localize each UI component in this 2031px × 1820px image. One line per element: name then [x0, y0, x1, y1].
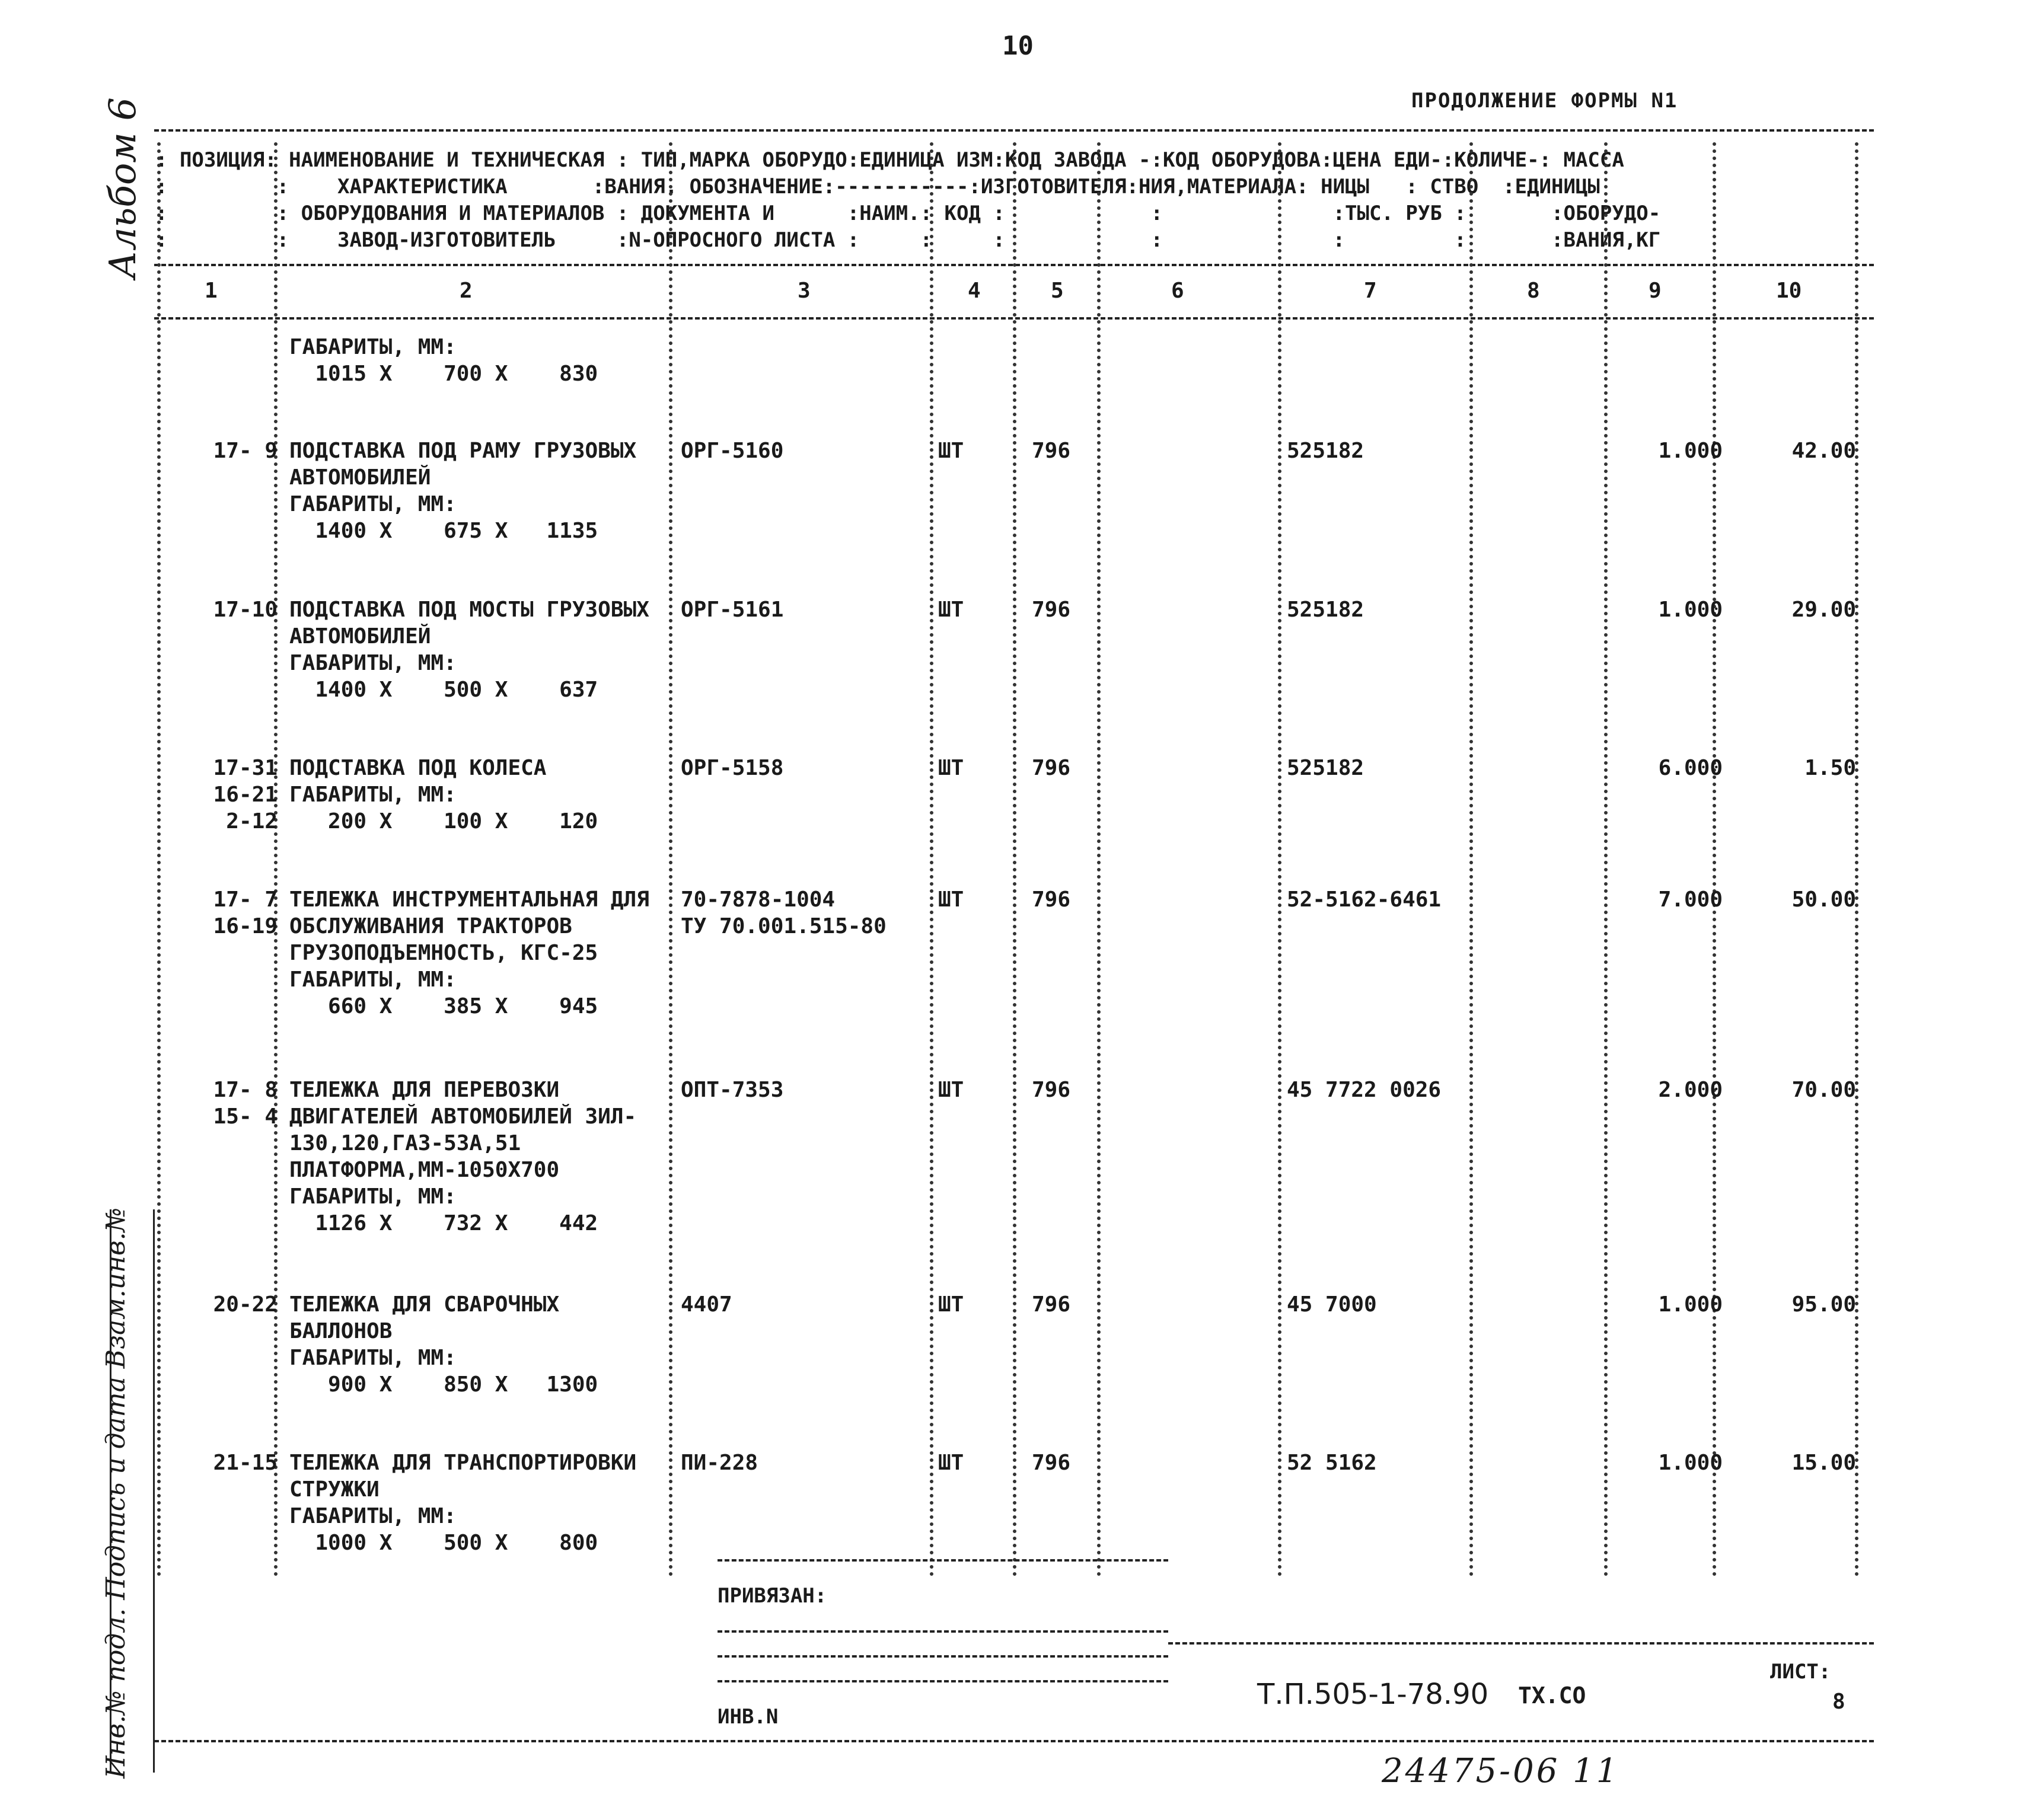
cell-unit: ШТ	[938, 598, 964, 622]
cell-pos: 17- 9	[213, 439, 278, 463]
cell-pos: 17- 7	[213, 887, 278, 912]
col-num-8: 8	[1527, 279, 1540, 303]
cell-name: ГАБАРИТЫ, ММ:	[289, 1184, 457, 1209]
cell-unit: ШТ	[938, 887, 964, 912]
binding-rule	[718, 1559, 1168, 1562]
cell-qty: 1.000	[1658, 1451, 1723, 1475]
column-separator	[1469, 142, 1473, 1577]
table-bottom-rule	[154, 1740, 1874, 1742]
cell-qty: 1.000	[1658, 598, 1723, 622]
cell-qty: 6.000	[1658, 756, 1723, 780]
cell-code: 796	[1032, 598, 1071, 622]
col-num-6: 6	[1171, 279, 1184, 303]
cell-pos: 17-10	[213, 598, 278, 622]
cell-qty: 1.000	[1658, 1292, 1723, 1317]
cell-name: ДВИГАТЕЛЕЙ АВТОМОБИЛЕЙ ЗИЛ-	[289, 1104, 637, 1129]
table-top-rule	[154, 129, 1874, 132]
cell-mass: 1.50	[1804, 756, 1856, 780]
cell-name: ОБСЛУЖИВАНИЯ ТРАКТОРОВ	[289, 914, 572, 938]
cell-code: 796	[1032, 439, 1071, 463]
column-separator	[1278, 142, 1281, 1577]
cell-qty: 1.000	[1658, 439, 1723, 463]
cell-name: АВТОМОБИЛЕЙ	[289, 624, 431, 649]
column-separator	[1713, 142, 1716, 1577]
cell-name: ГРУЗОПОДЪЕМНОСТЬ, КГС-25	[289, 941, 598, 965]
col-num-9: 9	[1649, 279, 1662, 303]
cell-mass: 42.00	[1791, 439, 1856, 463]
binding-rule	[718, 1680, 1168, 1682]
cell-code: 796	[1032, 887, 1071, 912]
cell-name: ГАБАРИТЫ, ММ:	[289, 651, 457, 675]
cell-code: 796	[1032, 1451, 1071, 1475]
cell-doc: ОПТ-7353	[681, 1078, 784, 1102]
column-separator	[1097, 142, 1101, 1577]
binding-rule	[718, 1655, 1168, 1658]
cell-mass: 29.00	[1791, 598, 1856, 622]
cell-code: 796	[1032, 1292, 1071, 1317]
cell-name: ГАБАРИТЫ, ММ:	[289, 968, 457, 992]
cell-name: ТЕЛЕЖКА ИНСТРУМЕНТАЛЬНАЯ ДЛЯ	[289, 887, 649, 912]
cell-name: ТЕЛЕЖКА ДЛЯ ТРАНСПОРТИРОВКИ	[289, 1451, 637, 1475]
column-separator	[157, 142, 161, 1577]
cell-doc: ПИ-228	[681, 1451, 758, 1475]
approval-stamp-label: Инв.№ подл. Подпись и дата Взам.инв.№	[101, 1207, 131, 1779]
cell-name: 660 Х 385 Х 945	[289, 994, 598, 1018]
cell-name: 1000 Х 500 Х 800	[289, 1531, 598, 1555]
cell-name: ПОДСТАВКА ПОД РАМУ ГРУЗОВЫХ	[289, 439, 637, 463]
sheet-number: 8	[1832, 1690, 1845, 1714]
cell-equip-code: 45 7722 0026	[1287, 1078, 1442, 1102]
cell-name: ГАБАРИТЫ, ММ:	[289, 783, 457, 807]
column-separator	[1013, 142, 1016, 1577]
handwritten-number: 24475-06 11	[1382, 1752, 1620, 1790]
cell-name: ГАБАРИТЫ, ММ:	[289, 1504, 457, 1528]
cell-doc: ОРГ-5158	[681, 756, 784, 780]
cell-name: 130,120,ГАЗ-53А,51	[289, 1131, 521, 1155]
cell-equip-code: 525182	[1287, 756, 1364, 780]
cell-code: 796	[1032, 1078, 1071, 1102]
binding-label: ПРИВЯЗАН:	[718, 1584, 827, 1608]
cell-name: 1015 Х 700 Х 830	[289, 362, 598, 386]
cell-name: ГАБАРИТЫ, ММ:	[289, 1346, 457, 1370]
cell-doc: ОРГ-5160	[681, 439, 784, 463]
cell-equip-code: 525182	[1287, 439, 1364, 463]
cell-pos: 20-22	[213, 1292, 278, 1317]
cell-name: АВТОМОБИЛЕЙ	[289, 465, 431, 490]
binding-block	[718, 1559, 1192, 1729]
column-separator	[1604, 142, 1608, 1577]
cell-equip-code: 45 7000	[1287, 1292, 1377, 1317]
binding-rule	[718, 1630, 1168, 1633]
header-line-4: : : ЗАВОД-ИЗГОТОВИТЕЛЬ :N-ОПРОСНОГО ЛИСТА : : : : : : :ВАНИЯ,КГ	[155, 228, 1661, 252]
sheet-label: ЛИСТ:	[1770, 1660, 1831, 1684]
page-number: 10	[1002, 31, 1034, 61]
col-num-1: 1	[205, 279, 218, 303]
cell-unit: ШТ	[938, 439, 964, 463]
cell-name: ТЕЛЕЖКА ДЛЯ ПЕРЕВОЗКИ	[289, 1078, 560, 1102]
cell-unit: ШТ	[938, 1292, 964, 1317]
cell-name: СТРУЖКИ	[289, 1477, 380, 1502]
cell-pos: 16-19	[213, 914, 278, 938]
header-line-1: : ПОЗИЦИЯ: НАИМЕНОВАНИЕ И ТЕХНИЧЕСКАЯ : ТИП,МАРКА ОБОРУДО:ЕДИНИЦА ИЗМ:КОД ЗАВОДА -:КОД ОБОРУДОВА:ЦЕНА ЕДИ-:КОЛИЧЕ-: МАССА	[155, 148, 1624, 172]
col-num-5: 5	[1051, 279, 1064, 303]
cell-pos: 17- 8	[213, 1078, 278, 1102]
cell-pos: 17-31	[213, 756, 278, 780]
cell-name: 900 Х 850 Х 1300	[289, 1372, 598, 1397]
cell-qty: 2.000	[1658, 1078, 1723, 1102]
cell-mass: 15.00	[1791, 1451, 1856, 1475]
col-num-3: 3	[798, 279, 811, 303]
cell-equip-code: 52-5162-6461	[1287, 887, 1442, 912]
document-suffix: ТХ.СО	[1518, 1682, 1586, 1709]
cell-equip-code: 52 5162	[1287, 1451, 1377, 1475]
cell-name: ГАБАРИТЫ, ММ:	[289, 492, 457, 516]
cell-equip-code: 525182	[1287, 598, 1364, 622]
cell-pos: 21-15	[213, 1451, 278, 1475]
cell-name: 1400 Х 500 Х 637	[289, 678, 598, 702]
cell-unit: ШТ	[938, 1451, 964, 1475]
cell-name: 1400 Х 675 Х 1135	[289, 519, 598, 543]
cell-name: 1126 Х 732 Х 442	[289, 1211, 598, 1235]
cell-doc: ТУ 70.001.515-80	[681, 914, 887, 938]
col-num-10: 10	[1776, 279, 1802, 303]
cell-unit: ШТ	[938, 1078, 964, 1102]
column-separator	[274, 142, 278, 1577]
cell-mass: 95.00	[1791, 1292, 1856, 1317]
stamp-top-rule	[1168, 1642, 1874, 1645]
cell-doc: 4407	[681, 1292, 732, 1317]
column-separator	[669, 142, 672, 1577]
header-line-3: : : ОБОРУДОВАНИЯ И МАТЕРИАЛОВ : ДОКУМЕНТА И :НАИМ.: КОД : : :ТЫС. РУБ : :ОБОРУДО-	[155, 202, 1661, 225]
cell-name: ПЛАТФОРМА,ММ-1050Х700	[289, 1158, 560, 1182]
cell-name: ПОДСТАВКА ПОД МОСТЫ ГРУЗОВЫХ	[289, 598, 649, 622]
cell-name: БАЛЛОНОВ	[289, 1319, 393, 1343]
cell-name: 200 Х 100 Х 120	[289, 809, 598, 834]
cell-doc: 70-7878-1004	[681, 887, 836, 912]
continuation-title: ПРОДОЛЖЕНИЕ ФОРМЫ N1	[1411, 89, 1678, 113]
cell-pos: 16-21	[213, 783, 278, 807]
cell-mass: 70.00	[1791, 1078, 1856, 1102]
column-separator	[1855, 142, 1858, 1577]
col-num-2: 2	[460, 279, 473, 303]
col-num-4: 4	[968, 279, 981, 303]
cell-name: ПОДСТАВКА ПОД КОЛЕСА	[289, 756, 547, 780]
col-num-7: 7	[1364, 279, 1377, 303]
cell-doc: ОРГ-5161	[681, 598, 784, 622]
cell-code: 796	[1032, 756, 1071, 780]
cell-pos: 15- 4	[213, 1104, 278, 1129]
cell-mass: 50.00	[1791, 887, 1856, 912]
album-label: Альбом 6	[101, 97, 144, 279]
cell-name: ТЕЛЕЖКА ДЛЯ СВАРОЧНЫХ	[289, 1292, 560, 1317]
document-code: Т.П.505-1-78.90	[1257, 1678, 1489, 1711]
header-line-2: : : ХАРАКТЕРИСТИКА :ВАНИЯ. ОБОЗНАЧЕНИЕ:-----------:ИЗГОТОВИТЕЛЯ:НИЯ,МАТЕРИАЛА: НИЦЫ : СТВО :ЕДИНИЦЫ	[155, 175, 1600, 199]
cell-name: ГАБАРИТЫ, ММ:	[289, 335, 457, 359]
cell-unit: ШТ	[938, 756, 964, 780]
inventory-label: ИНВ.N	[718, 1705, 779, 1729]
cell-pos: 2-12	[226, 809, 278, 834]
cell-qty: 7.000	[1658, 887, 1723, 912]
column-separator	[930, 142, 933, 1577]
